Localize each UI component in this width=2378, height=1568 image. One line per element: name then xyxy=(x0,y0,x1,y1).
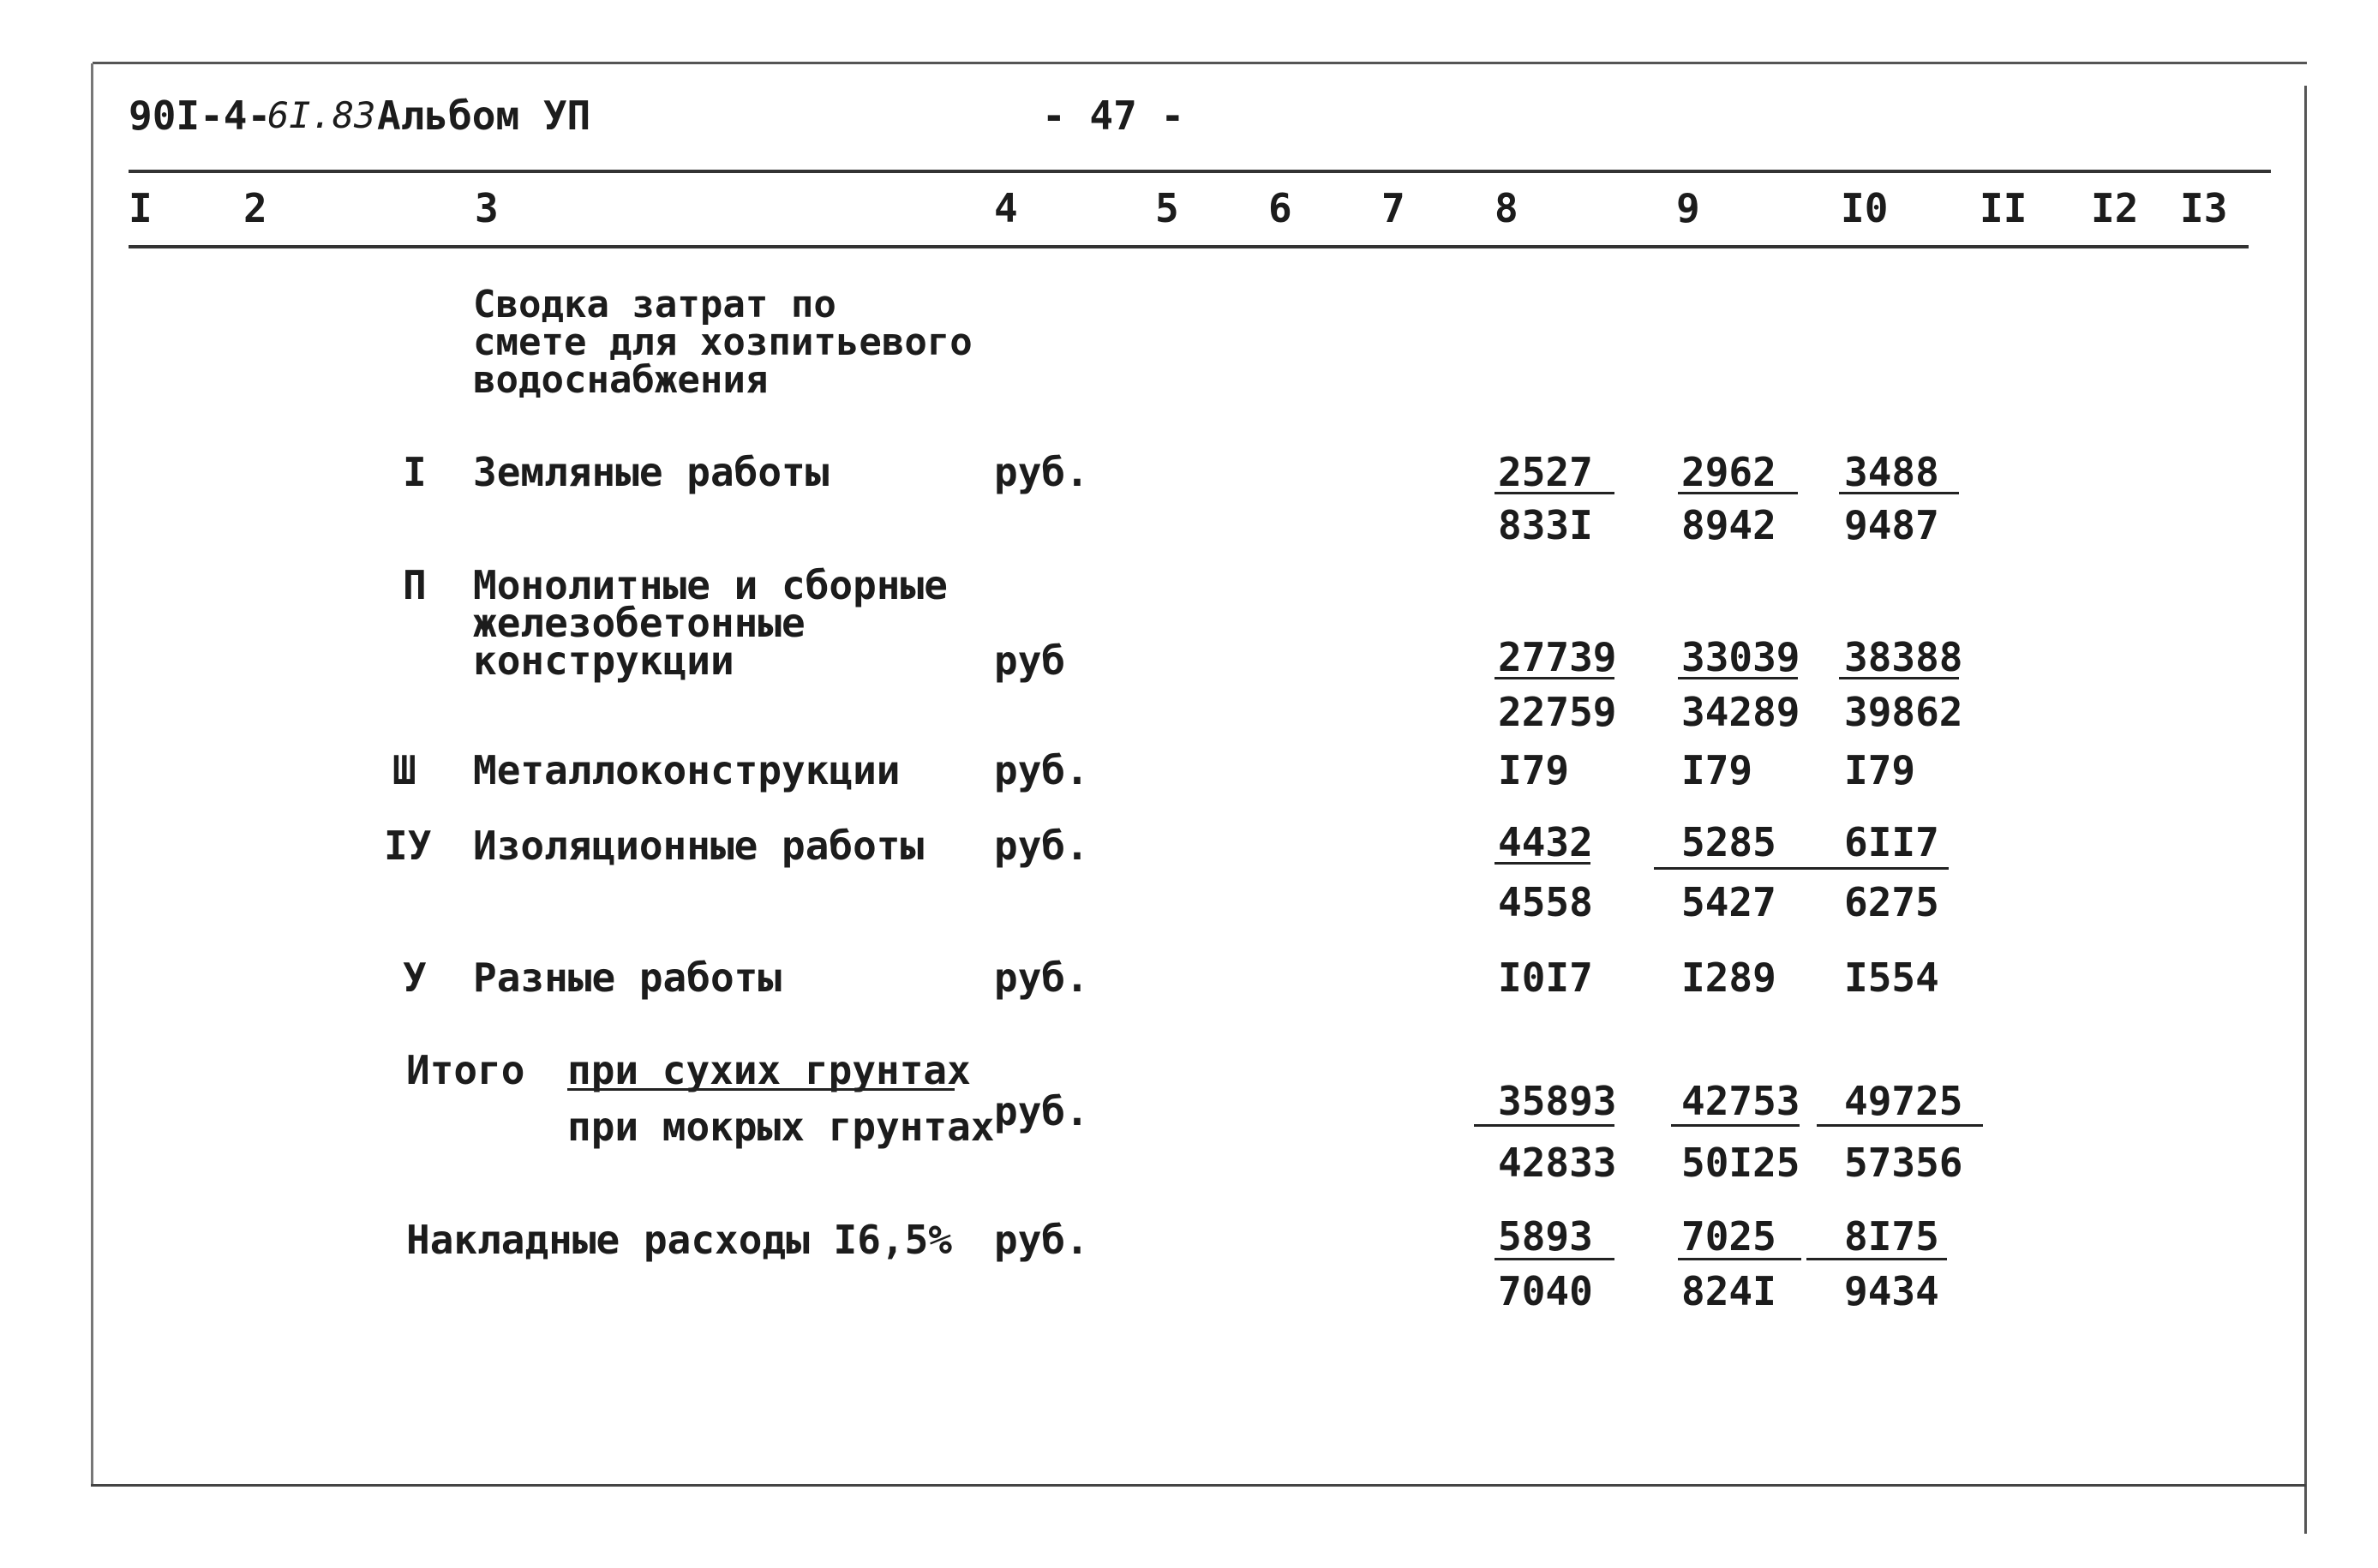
row-4-col9-bottom: 5427 xyxy=(1681,879,1776,925)
row-5-name: Разные работы xyxy=(473,955,782,1001)
row-4-col10-bottom: 6275 xyxy=(1844,879,1939,925)
col-number-8: 8 xyxy=(1494,185,1518,231)
row-2-col9-bottom: 34289 xyxy=(1681,689,1800,735)
row-4-col10-fraction-line xyxy=(1796,867,1949,870)
overhead-label: Накладные расходы I6,5% xyxy=(406,1217,952,1263)
col-number-3: 3 xyxy=(475,185,499,231)
table-title-line-2: смете для хозпитьевого xyxy=(473,320,973,364)
row-5-col8: I0I7 xyxy=(1498,955,1593,1001)
overhead-col10-top: 8I75 xyxy=(1844,1213,1939,1260)
row-3-name: Металлоконструкции xyxy=(473,747,901,793)
col-number-13: I3 xyxy=(2180,185,2228,231)
total-col9-top: 42753 xyxy=(1681,1078,1800,1124)
col-number-1: I xyxy=(129,185,153,231)
page-number: - 47 - xyxy=(1042,93,1185,139)
row-2-col8-top: 27739 xyxy=(1498,634,1617,680)
total-dry-label: при сухих грунтах xyxy=(567,1047,971,1093)
row-1-col9-top: 2962 xyxy=(1681,449,1776,495)
overhead-col8-bottom: 7040 xyxy=(1498,1268,1593,1314)
row-4-col9-fraction-line xyxy=(1654,867,1796,870)
col-number-7: 7 xyxy=(1381,185,1405,231)
row-2-number: П xyxy=(403,562,427,608)
row-1-col10-bottom: 9487 xyxy=(1844,502,1939,548)
total-col9-fraction-line xyxy=(1671,1124,1800,1127)
row-1-col10-top: 3488 xyxy=(1844,449,1939,495)
total-col10-top: 49725 xyxy=(1844,1078,1963,1124)
doc-code: 90I-4- xyxy=(129,93,272,139)
row-2-name-line-2: железобетонные xyxy=(473,600,806,646)
row-5-col9: I289 xyxy=(1681,955,1776,1001)
row-4-col9-top: 5285 xyxy=(1681,819,1776,865)
table-title-line-3: водоснабжения xyxy=(473,358,769,402)
total-col8-top: 35893 xyxy=(1498,1078,1617,1124)
frame-top-border xyxy=(93,62,2307,64)
row-5-number: У xyxy=(403,955,427,1001)
row-1-col9-fraction-line xyxy=(1678,492,1798,494)
total-unit: руб. xyxy=(994,1088,1089,1134)
total-col9-bottom: 50I25 xyxy=(1681,1140,1800,1186)
row-1-col8-top: 2527 xyxy=(1498,449,1593,495)
total-wet-label: при мокрых грунтах xyxy=(567,1104,995,1150)
row-1-col8-bottom: 833I xyxy=(1498,502,1593,548)
frame-bottom-border xyxy=(91,1484,2306,1487)
frame-left-border xyxy=(91,63,93,1486)
col-number-10: I0 xyxy=(1841,185,1889,231)
row-4-col8-top: 4432 xyxy=(1498,819,1593,865)
row-3-number: Ш xyxy=(392,747,416,793)
row-2-unit: руб xyxy=(994,637,1066,684)
row-3-col8: I79 xyxy=(1498,747,1570,793)
row-2-col10-top: 38388 xyxy=(1844,634,1963,680)
row-1-name: Земляные работы xyxy=(473,449,830,495)
row-3-unit: руб. xyxy=(994,747,1089,793)
overhead-col10-fraction-line xyxy=(1806,1258,1947,1260)
overhead-col10-bottom: 9434 xyxy=(1844,1268,1939,1314)
album-label: Альбом УП xyxy=(377,93,591,139)
row-4-col8-fraction-line xyxy=(1494,862,1590,865)
row-3-col10: I79 xyxy=(1844,747,1916,793)
overhead-col9-top: 7025 xyxy=(1681,1213,1776,1260)
frame-right-border xyxy=(2304,86,2307,1534)
total-col8-fraction-line xyxy=(1474,1124,1614,1127)
row-3-col9: I79 xyxy=(1681,747,1753,793)
total-col10-fraction-line xyxy=(1817,1124,1983,1127)
row-1-col10-fraction-line xyxy=(1839,492,1959,494)
total-dry-underline xyxy=(567,1088,955,1091)
row-5-col10: I554 xyxy=(1844,955,1939,1001)
row-2-name-line-1: Монолитные и сборные xyxy=(473,562,948,608)
row-2-col9-top: 33039 xyxy=(1681,634,1800,680)
col-number-11: II xyxy=(1980,185,2028,231)
doc-code-handwritten: 6I.83 xyxy=(267,94,376,136)
row-2-name-line-3: конструкции xyxy=(473,637,734,684)
row-4-number: IУ xyxy=(384,823,432,869)
overhead-col9-bottom: 824I xyxy=(1681,1268,1776,1314)
row-2-col8-bottom: 22759 xyxy=(1498,689,1617,735)
col-number-9: 9 xyxy=(1676,185,1700,231)
overhead-unit: руб. xyxy=(994,1217,1089,1263)
row-2-col10-bottom: 39862 xyxy=(1844,689,1963,735)
row-2-col10-fraction-line xyxy=(1839,677,1959,679)
total-label: Итого xyxy=(406,1047,525,1093)
col-number-12: I2 xyxy=(2091,185,2139,231)
total-col10-bottom: 57356 xyxy=(1844,1140,1963,1186)
col-number-2: 2 xyxy=(243,185,267,231)
row-1-col8-fraction-line xyxy=(1494,492,1614,494)
total-col8-bottom: 42833 xyxy=(1498,1140,1617,1186)
overhead-col8-top: 5893 xyxy=(1498,1213,1593,1260)
row-2-col9-fraction-line xyxy=(1678,677,1798,679)
row-1-number: I xyxy=(403,449,427,495)
header-rule-top xyxy=(129,170,2271,173)
col-number-4: 4 xyxy=(994,185,1018,231)
row-1-col9-bottom: 8942 xyxy=(1681,502,1776,548)
header-rule-bottom xyxy=(129,245,2249,248)
table-title-line-1: Сводка затрат по xyxy=(473,283,836,326)
row-1-unit: руб. xyxy=(994,449,1089,495)
row-4-col10-top: 6II7 xyxy=(1844,819,1939,865)
row-4-unit: руб. xyxy=(994,823,1089,869)
overhead-col9-fraction-line xyxy=(1678,1258,1801,1260)
row-5-unit: руб. xyxy=(994,955,1089,1001)
row-4-col8-bottom: 4558 xyxy=(1498,879,1593,925)
col-number-6: 6 xyxy=(1268,185,1292,231)
row-2-col8-fraction-line xyxy=(1494,677,1614,679)
col-number-5: 5 xyxy=(1155,185,1179,231)
overhead-col8-fraction-line xyxy=(1494,1258,1614,1260)
row-4-name: Изоляционные работы xyxy=(473,823,925,869)
